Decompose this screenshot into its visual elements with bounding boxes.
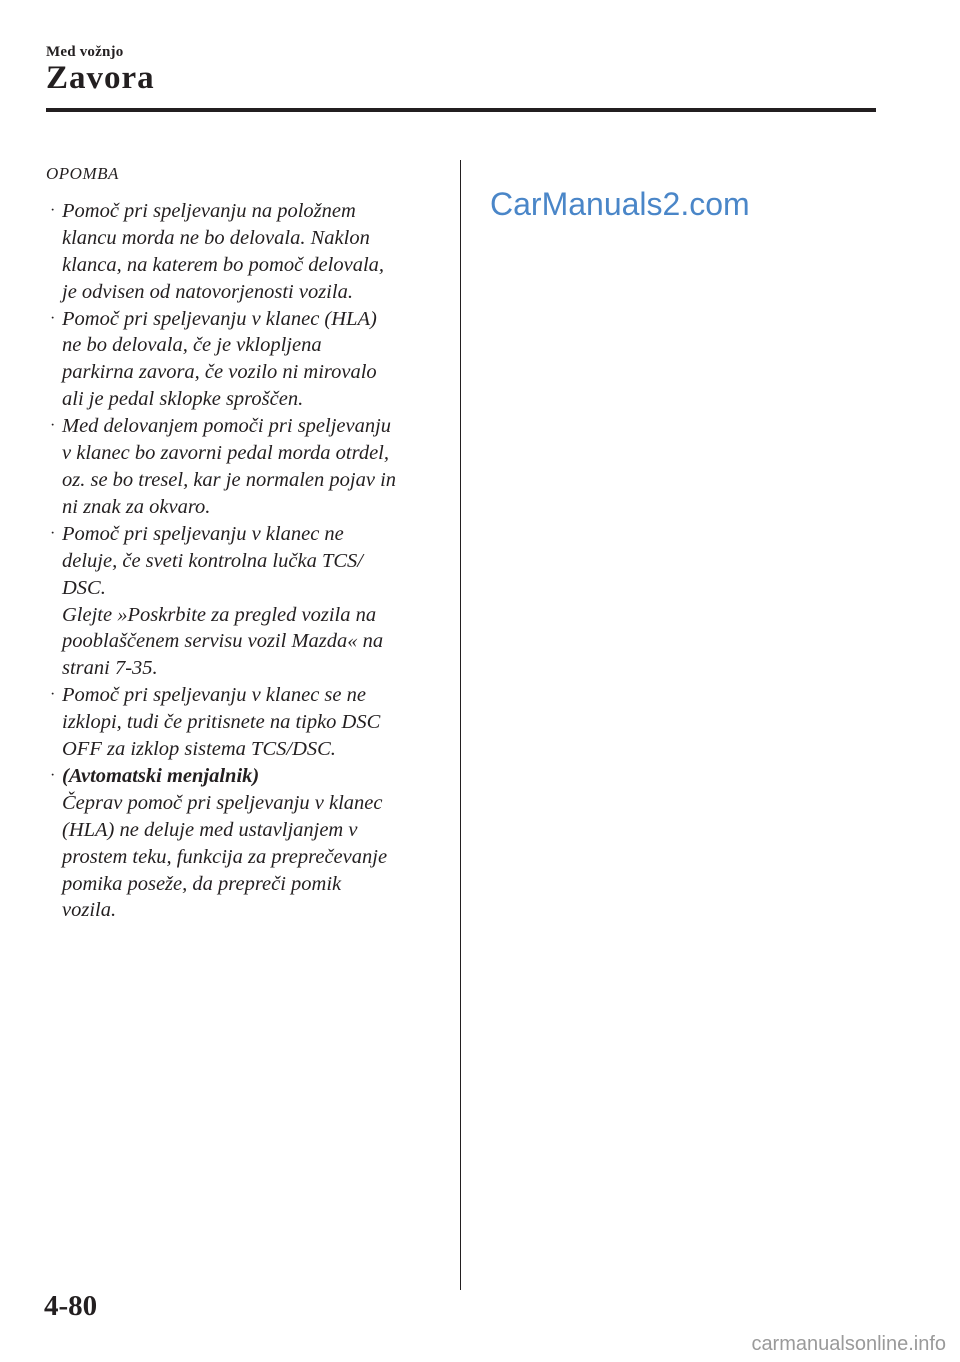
note-item-line: oz. se bo tresel, kar je normalen pojav in (62, 468, 397, 491)
bullet-icon: · (50, 524, 56, 542)
section-label: Med vožnjo (46, 44, 124, 60)
bullet-icon: · (50, 766, 56, 784)
note-item-line: OFF za izklop sistema TCS/DSC. (62, 738, 336, 761)
note-item-line: deluje, če sveti kontrolna lučka TCS/ (62, 549, 363, 572)
note-item-line: klanca, na katerem bo pomoč delovala, (62, 253, 385, 276)
note-item-line: DSC. (62, 576, 106, 599)
note-item-line: Glejte »Poskrbite za pregled vozila na (62, 603, 377, 626)
note-list-item (46, 413, 441, 521)
note-list-item (46, 198, 441, 306)
note-list-item (46, 521, 441, 682)
note-item-line: (HLA) ne deluje med ustavljanjem v (62, 818, 358, 841)
note-list-item (46, 763, 441, 924)
note-item-line: Pomoč pri speljevanju v klanec ne (62, 522, 344, 545)
watermark-logo: CarManuals2.com (490, 186, 750, 222)
bullet-icon: · (50, 417, 56, 435)
header-rule (46, 108, 876, 112)
note-block (46, 161, 441, 924)
chapter-title: Zavora (46, 60, 155, 96)
note-item-line: klancu morda ne bo delovala. Naklon (62, 226, 370, 249)
note-list-item (46, 682, 441, 763)
note-item-heading: (Avtomatski menjalnik) (62, 764, 260, 787)
column-divider (460, 160, 461, 1290)
note-item-line: Med delovanjem pomoči pri speljevanju (62, 415, 392, 438)
note-item-line: Pomoč pri speljevanju v klanec (HLA) (62, 307, 377, 330)
footer-watermark: carmanualsonline.info (751, 1333, 946, 1355)
note-item-line: pomika poseže, da prepreči pomik (62, 872, 342, 895)
note-item-line: v klanec bo zavorni pedal morda otrdel, (62, 442, 389, 465)
note-item-line: ni znak za okvaro. (62, 495, 211, 518)
note-item-line: strani 7-35. (62, 657, 158, 680)
note-item-line: Pomoč pri speljevanju v klanec se ne (62, 684, 366, 707)
note-list (46, 198, 441, 924)
note-item-line: prostem teku, funkcija za preprečevanje (62, 845, 388, 868)
note-list-item (46, 306, 441, 414)
bullet-icon: · (50, 309, 56, 327)
note-item-line: ali je pedal sklopke sproščen. (62, 388, 304, 411)
bullet-icon: · (50, 201, 56, 219)
note-item-line: Čeprav pomoč pri speljevanju v klanec (62, 791, 383, 814)
note-item-line: izklopi, tudi če pritisnete na tipko DSC (62, 711, 381, 734)
note-item-line: ne bo delovala, če je vklopljena (62, 334, 322, 357)
note-item-line: je odvisen od natovorjenosti vozila. (62, 280, 353, 303)
note-item-line: Pomoč pri speljevanju na položnem (62, 199, 356, 222)
note-heading: OPOMBA (46, 164, 119, 183)
note-item-line: pooblaščenem servisu vozil Mazda« na (62, 630, 384, 653)
page-number: 4-80 (44, 1290, 98, 1322)
bullet-icon: · (50, 686, 56, 704)
note-item-line: vozila. (62, 899, 117, 922)
note-item-line: parkirna zavora, če vozilo ni mirovalo (62, 361, 377, 384)
